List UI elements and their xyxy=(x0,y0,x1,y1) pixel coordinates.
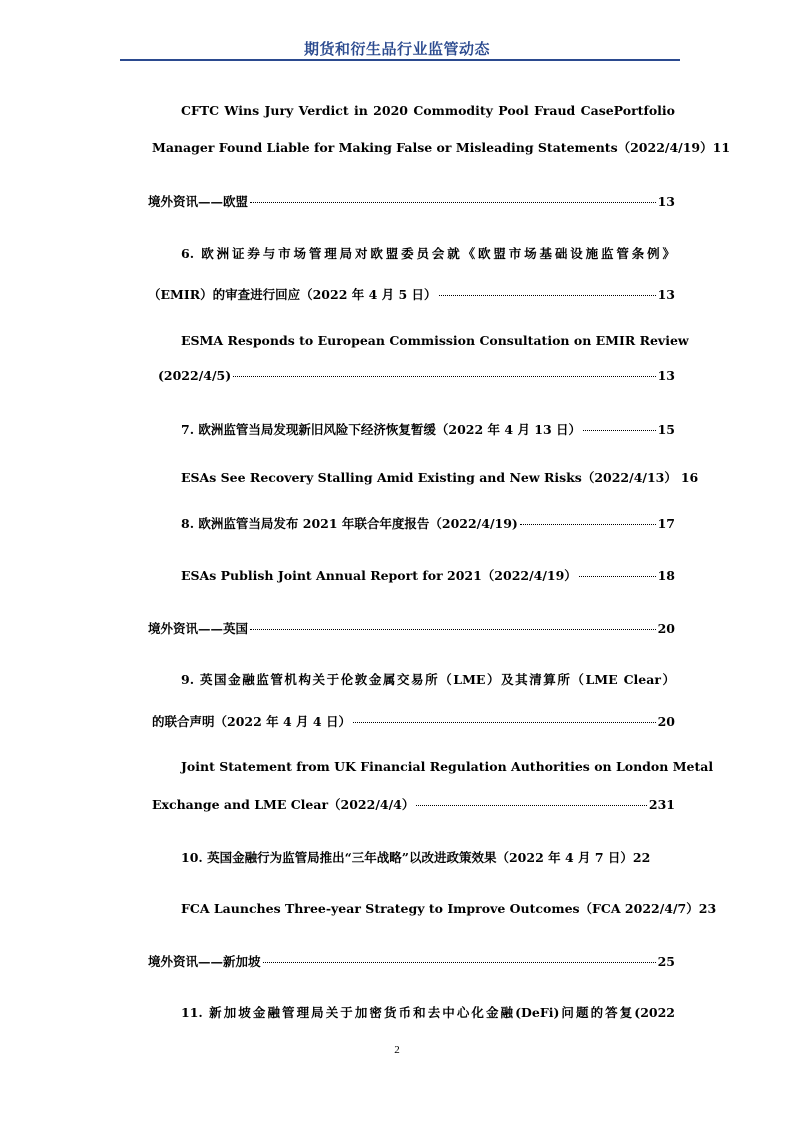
toc-entry-line[interactable] xyxy=(158,368,675,383)
toc-entry-line[interactable] xyxy=(152,712,675,730)
toc-entry-line[interactable]: Manager Found Liable for Making False or Misleading Statements（2022/4/19）11 xyxy=(152,140,731,155)
toc-section-eu[interactable] xyxy=(148,192,675,210)
toc-page-number: 16 xyxy=(680,470,699,485)
toc-entry-text: 8. 欧洲监管当局发布 2021 年联合年度报告（2022/4/19) xyxy=(181,516,518,531)
toc-page-number: 17 xyxy=(657,516,675,531)
toc-entry-line[interactable] xyxy=(181,514,675,532)
toc-entry-line[interactable] xyxy=(181,566,675,584)
leader-dots xyxy=(233,376,655,377)
leader-dots xyxy=(520,524,656,525)
toc-page-number: 20 xyxy=(657,621,675,636)
toc-entry-line[interactable] xyxy=(181,468,699,486)
toc-page-number: 231 xyxy=(648,797,675,812)
header-rule xyxy=(120,59,680,61)
toc-entry-line[interactable] xyxy=(181,420,675,438)
leader-dots xyxy=(439,295,656,296)
toc-entry-line[interactable]: ESMA Responds to European Commission Consultation on EMIR Review xyxy=(181,333,689,348)
leader-dots xyxy=(250,629,656,630)
leader-dots xyxy=(579,576,656,577)
toc-section-singapore[interactable] xyxy=(148,952,675,970)
toc-entry-line[interactable]: CFTC Wins Jury Verdict in 2020 Commodity Pool Fraud CasePortfolio xyxy=(181,103,675,118)
toc-entry-line[interactable]: 10. 英国金融行为监管局推出“三年战略”以改进政策效果（2022 年 4 月 7 日）22 xyxy=(181,850,651,865)
toc-entry-line[interactable]: 6. 欧洲证券与市场管理局对欧盟委员会就《欧盟市场基础设施监管条例》 xyxy=(181,246,675,261)
toc-entry-line[interactable]: 9. 英国金融监管机构关于伦敦金属交易所（LME）及其清算所（LME Clear） xyxy=(181,672,675,687)
toc-entry-text: Exchange and LME Clear（2022/4/4） xyxy=(152,797,415,812)
toc-page-number: 13 xyxy=(657,368,675,383)
leader-dots xyxy=(263,962,656,963)
toc-section-uk[interactable] xyxy=(148,619,675,637)
toc-entry-text: 的联合声明（2022 年 4 月 4 日） xyxy=(152,714,351,729)
toc-entry-text: （EMIR）的审查进行回应（2022 年 4 月 5 日） xyxy=(148,287,437,302)
toc-section-label: 境外资讯——英国 xyxy=(148,621,249,636)
page-number: 2 xyxy=(394,1044,400,1056)
toc-section-label: 境外资讯——欧盟 xyxy=(148,194,249,209)
toc-entry-line[interactable]: 11. 新加坡金融管理局关于加密货币和去中心化金融(DeFi)问题的答复(2022 xyxy=(181,1005,675,1020)
running-header-title: 期货和衍生品行业监管动态 xyxy=(303,40,490,58)
toc-page-number: 15 xyxy=(657,422,675,437)
toc-page-number: 18 xyxy=(657,568,675,583)
toc-entry-line[interactable] xyxy=(148,285,675,303)
toc-page-number: 20 xyxy=(657,714,675,729)
toc-page-number: 13 xyxy=(657,287,675,302)
toc-page-number: 13 xyxy=(657,194,675,209)
toc-entry-line[interactable] xyxy=(152,795,675,813)
toc-entry-text: ESAs See Recovery Stalling Amid Existing and New Risks（2022/4/13） xyxy=(181,470,677,485)
leader-dots xyxy=(416,805,647,806)
toc-entry-line[interactable]: Joint Statement from UK Financial Regulation Authorities on London Metal xyxy=(181,759,714,774)
toc-entry-text: ESAs Publish Joint Annual Report for 2021（2022/4/19） xyxy=(181,568,577,583)
leader-dots xyxy=(250,202,656,203)
toc-entry-text: (2022/4/5) xyxy=(158,368,232,383)
leader-dots xyxy=(353,722,656,723)
toc-section-label: 境外资讯——新加坡 xyxy=(148,954,261,969)
leader-dots xyxy=(583,430,656,431)
toc-entry-text: 7. 欧洲监管当局发现新旧风险下经济恢复暂缓（2022 年 4 月 13 日） xyxy=(181,422,582,437)
toc-page-number: 25 xyxy=(657,954,675,969)
toc-entry-line[interactable]: FCA Launches Three-year Strategy to Improve Outcomes（FCA 2022/4/7）23 xyxy=(181,901,717,916)
